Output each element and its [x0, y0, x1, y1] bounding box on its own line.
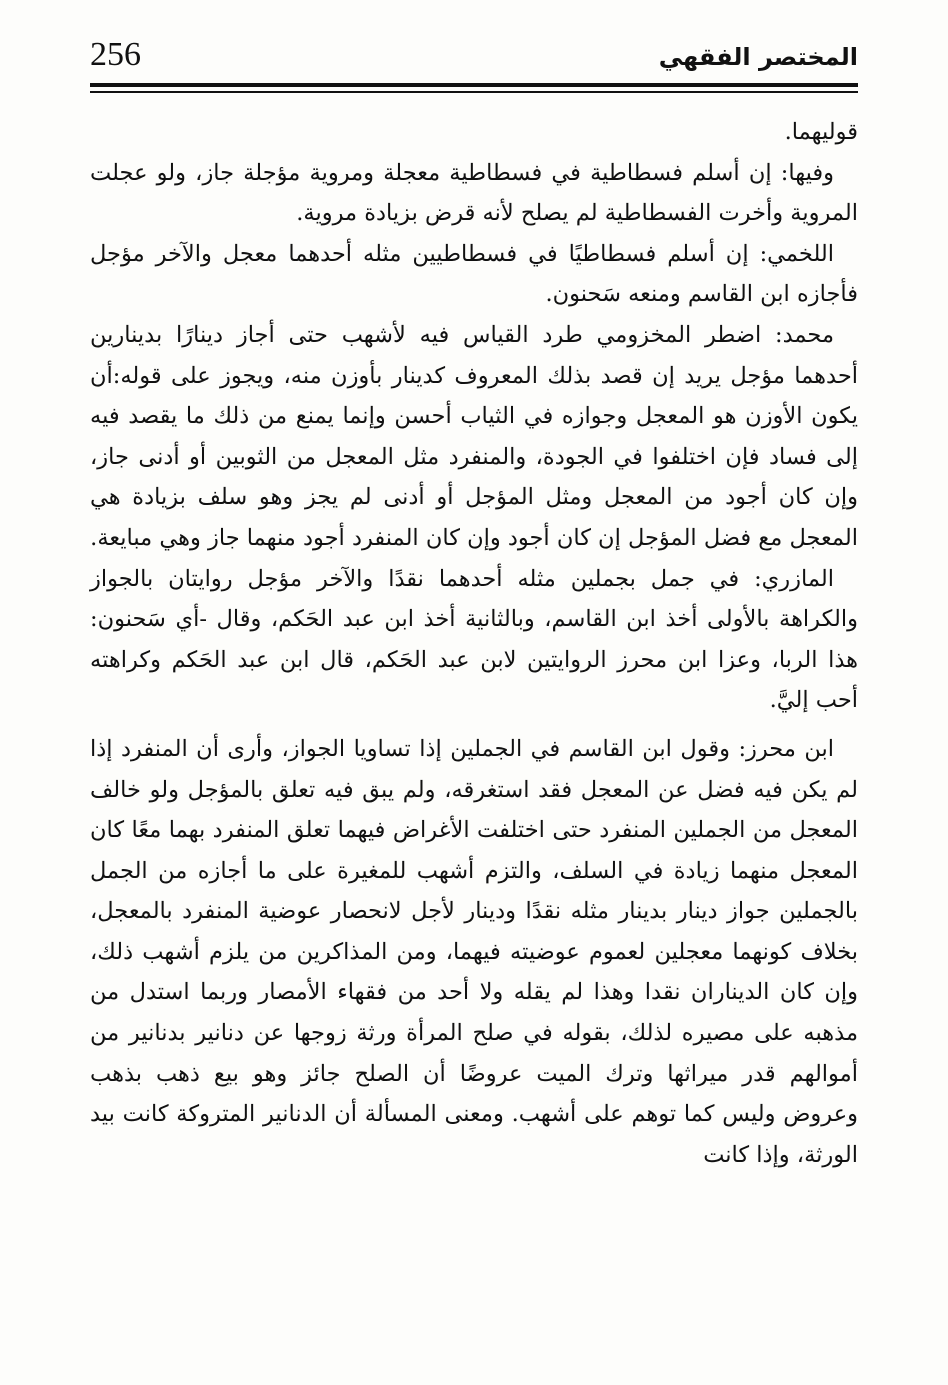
header-rule-thick — [90, 83, 858, 87]
body-text — [90, 112, 858, 1175]
page-header — [90, 28, 858, 88]
paragraph: قوليهما. — [784, 119, 858, 145]
paragraph: محمد: اضطر المخزومي طرد القياس فيه لأشهب حتى أجاز دينارًا بدينارين أحدهما مؤجل يريد إن قصد بذلك المعروف كدينار بأوزن منه، ويجوز على قوله:أن يكون الأوزن هو المعجل وجوازه في الثياب أحسن وإنما يمنع من ذلك ما يقصد فيه إلى فساد فإن اختلفوا في الجودة، والمنفرد مثل المعجل من الثوبين أو أدنى جاز، وإن كان أجود من المعجل ومثل المؤجل أو أدنى لم يجز وهو سلف بزيادة هي المعجل مع فضل المؤجل إن كان أجود وإن كان المنفرد أجود منهما جاز وهي مبايعة. — [90, 321, 858, 551]
paragraph: اللخمي: إن أسلم فسطاطيًا في فسطاطيين مثله أحدهما معجل والآخر مؤجل فأجازه ابن القاسم ومنعه سَحنون. — [90, 240, 858, 308]
paragraph: وفيها: إن أسلم فسطاطية في فسطاطية معجلة ومروية مؤجلة جاز، ولو عجلت المروية وأخرت الفسطاطية لم يصلح لأنه قرض بزيادة مروية. — [90, 159, 858, 227]
paragraph: ابن محرز: وقول ابن القاسم في الجملين إذا تساويا الجواز، وأرى أن المنفرد إذا لم يكن فيه فضل عن المعجل فقد استغرقه، ولم يبق فيه تعلق بالمؤجل ولو خالف المعجل من الجملين المنفرد حتى اختلفت الأغراض فيهما تعلق المنفرد بهما معًا كان المعجل منهما زيادة في السلف، والتزم أشهب للمغيرة على ما أجازه من الجمل بالجملين جواز دينار بدينار مثله نقدًا ودينار لأجل لانحصار عوضية المنفرد بالمعجل، بخلاف كونهما معجلين لعموم عوضيته فيهما، ومن المذاكرين من يلزم أشهب ذلك، وإن كان الديناران نقدا وهذا لم يقله ولا أحد من فقهاء الأمصار وربما استدل من مذهبه على مصيره لذلك، بقوله في صلح المرأة ورثة زوجها عن دنانير بدنانير من أموالهم قدر ميراثها وترك الميت عروضًا أن الصلح جائز وهو بيع ذهب بذهب وعروض وليس كما توهم على أشهب. ومعنى المسألة أن الدنانير المتروكة كانت بيد الورثة، وإذا كانت — [90, 735, 858, 1168]
running-title: المختصر الفقهي — [658, 43, 858, 71]
paragraph: المازري: في جمل بجملين مثله أحدهما نقدًا والآخر مؤجل روايتان بالجواز والكراهة بالأولى أخذ ابن القاسم، وبالثانية أخذ ابن عبد الحَكم، وقال -أي سَحنون: هذا الربا، وعزا ابن محرز الروايتين لابن عبد الحَكم، قال ابن عبد الحَكم وكراهته أحب إليَّ. — [90, 565, 858, 714]
header-rule-thin — [90, 91, 858, 93]
page-number: 256 — [90, 36, 141, 73]
